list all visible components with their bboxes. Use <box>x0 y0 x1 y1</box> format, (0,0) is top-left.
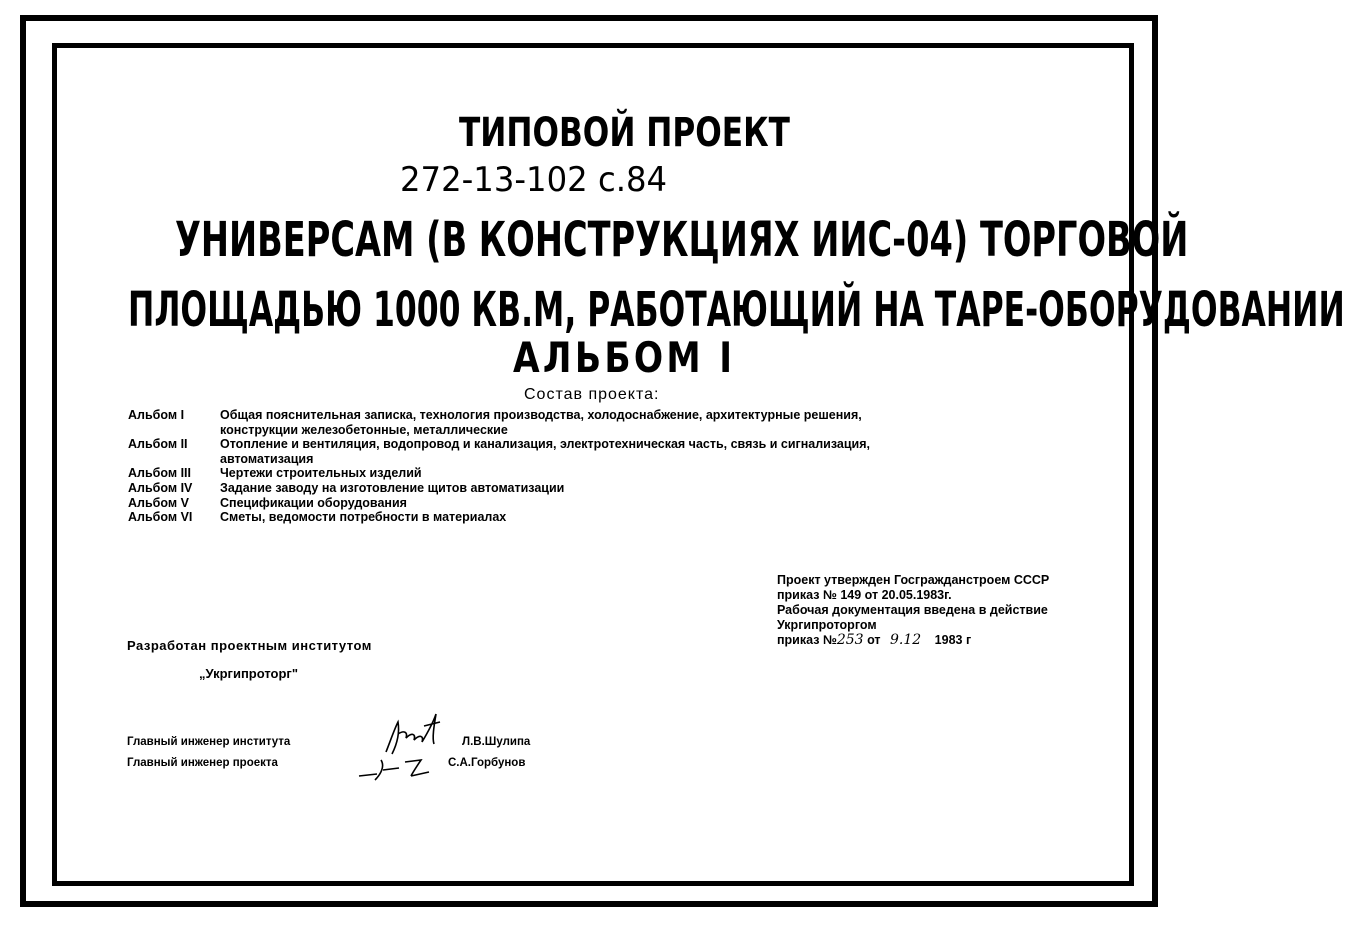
signature-name: С.А.Горбунов <box>448 757 526 769</box>
album-key: Альбом I <box>128 408 185 422</box>
album-description: Чертежи строительных изделий <box>220 466 422 481</box>
album-item <box>128 437 870 452</box>
signature-chief-engineer-project <box>355 752 435 784</box>
album-description: Задание заводу на изготовление щитов автоматизации <box>220 480 565 495</box>
album-item <box>128 408 870 423</box>
project-title-line1: УНИВЕРСАМ (В КОНСТРУКЦИЯХ ИИС-04) ТОРГОВОЙ <box>175 212 1189 268</box>
composition-heading: Состав проекта: <box>524 386 660 403</box>
album-key: Альбом VI <box>128 510 193 525</box>
album-item-continuation <box>128 452 870 467</box>
approval-line: приказ № 149 от 20.05.1983г. <box>777 588 952 602</box>
album-description: Общая пояснительная записка, технология производства, холодоснабжение, архитектурные решения, <box>220 408 862 422</box>
album-description: Отопление и вентиляция, водопровод и канализация, электротехническая часть, связь и сигнализация, <box>220 437 870 452</box>
album-description: Сметы, ведомости потребности в материалах <box>220 510 507 525</box>
album-description: Спецификации оборудования <box>220 495 407 510</box>
album-description-cont: конструкции железобетонные, металлические <box>220 422 508 437</box>
signature-name: Л.В.Шулипа <box>462 736 531 748</box>
order-year: 1983 г <box>934 633 972 647</box>
album-item-continuation <box>128 423 870 438</box>
approval-block <box>777 573 1049 648</box>
order-from: от <box>867 633 881 647</box>
album-key: Альбом IV <box>128 480 193 495</box>
project-title-line2: ПЛОЩАДЬЮ 1000 КВ.М, РАБОТАЮЩИЙ НА ТАРЕ-ОБОРУДОВАНИИ <box>128 282 1345 338</box>
album-item <box>128 466 870 481</box>
document-type-title: ТИПОВОЙ ПРОЕКТ <box>459 110 790 156</box>
album-item <box>128 510 870 525</box>
approval-line: Проект утвержден Госгражданстроем СССР <box>777 573 1050 587</box>
signature-role: Главный инженер института <box>127 736 291 748</box>
institute-name: „Укргипроторг" <box>199 666 299 681</box>
project-number: 272-13-102 с.84 <box>400 160 668 200</box>
developer-label: Разработан проектным институтом <box>127 638 372 653</box>
album-key: Альбом III <box>128 466 191 481</box>
album-item <box>128 496 870 511</box>
album-title: АЛЬБОМ I <box>513 333 736 382</box>
album-key: Альбом V <box>128 495 189 510</box>
approval-line: Укргипроторгом <box>777 618 877 632</box>
album-item <box>128 481 870 496</box>
order-prefix: приказ № <box>777 633 837 647</box>
order-date-handwritten: 9.12 <box>890 632 922 648</box>
approval-line: Рабочая документация введена в действие <box>777 603 1048 617</box>
album-key: Альбом II <box>128 437 188 452</box>
order-number-handwritten: 253 <box>836 632 864 648</box>
approval-order-line <box>777 633 1049 648</box>
signature-role: Главный инженер проекта <box>127 757 278 769</box>
album-description-cont: автоматизация <box>220 451 314 466</box>
album-list <box>128 408 870 525</box>
